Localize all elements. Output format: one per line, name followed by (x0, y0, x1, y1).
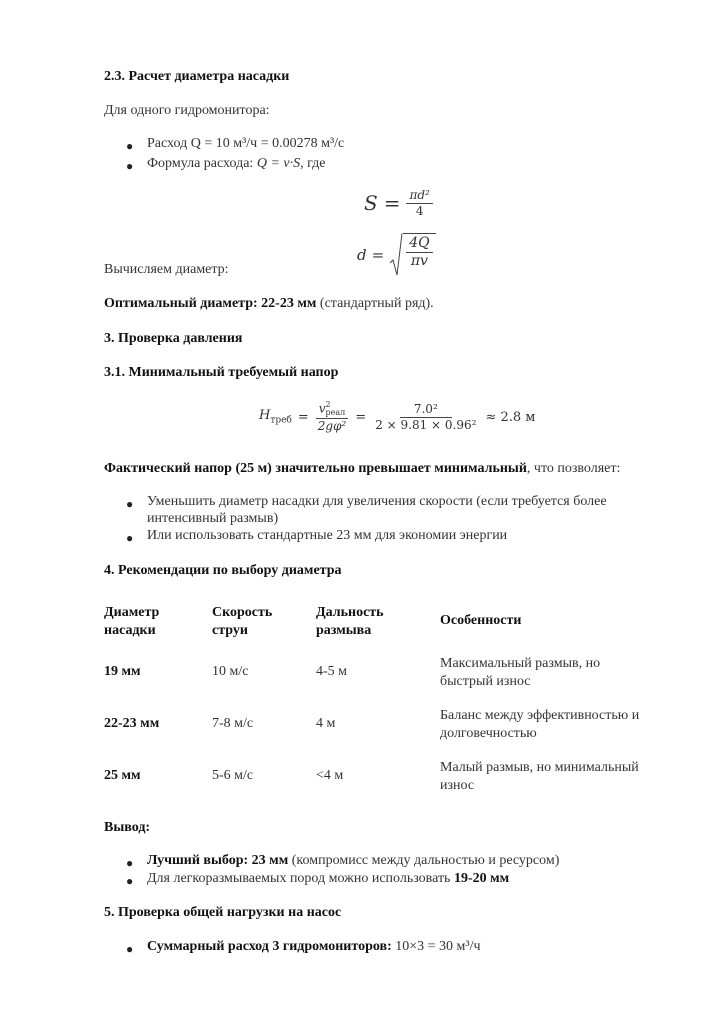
row1-speed: 10 м/с (212, 664, 249, 679)
bullet-dot: ● (126, 942, 134, 956)
row3-notes: Малый размыв, но минимальный износ (440, 760, 639, 793)
bullet-dot: ● (126, 856, 134, 870)
row2-range: 4 м (316, 716, 336, 731)
bullet-dot: ● (126, 159, 134, 173)
col-header-speed: Скорость струи (212, 605, 273, 638)
row2-notes: Баланс между эффективностью и долговечностью (440, 708, 640, 741)
actual-head-line: Фактический напор (25 м) значительно превышает минимальный, что позволяет: (104, 461, 621, 476)
section-heading-2-3: 2.3. Расчет диаметра насадки (104, 69, 290, 84)
bullet-dot: ● (126, 874, 134, 888)
section-heading-3-1: 3.1. Минимальный требуемый напор (104, 365, 339, 380)
sqrt-sign-icon (389, 233, 403, 277)
head-formula: $H_{треб}$ = v 2 реал 2gφ² = $\frac{\text{7.0²}}{\text{2 × 9.81 × 0.96²}}$ ≈ 2.8 м (259, 400, 536, 434)
flow-rate-bullet: Расход Q = 10 м³/ч = 0.00278 м³/с (147, 136, 345, 151)
bullet-dot: ● (126, 531, 134, 545)
bullet-dot: ● (126, 497, 134, 511)
row1-range: 4-5 м (316, 664, 348, 679)
soft-rock-bullet: Для легкоразмываемых пород можно использовать 19-20 мм (147, 871, 510, 886)
diameter-formula: d = $\frac{4Q}{\pi v}$ (357, 233, 436, 277)
total-flow-bullet: Суммарный расход 3 гидромониторов: 10×3 = 30 м³/ч (147, 939, 481, 954)
section-heading-4: 4. Рекомендации по выбору диаметра (104, 563, 342, 578)
row3-speed: 5-6 м/с (212, 768, 254, 783)
standard-diameter-bullet: Или использовать стандартные 23 мм для экономии энергии (147, 528, 508, 543)
row2-speed: 7-8 м/с (212, 716, 254, 731)
section-heading-3: 3. Проверка давления (104, 331, 243, 346)
row2-diameter: 22-23 мм (104, 716, 160, 731)
conclusion-heading: Вывод: (104, 820, 151, 835)
area-formula: S = $\frac{\text{πd²}}{4}$ (364, 186, 433, 220)
flow-formula-bullet: Формула расхода: Q = v·S, где (147, 156, 326, 171)
row3-diameter: 25 мм (104, 768, 141, 783)
col-header-notes: Особенности (440, 613, 522, 628)
col-header-range: Дальность размыва (316, 605, 384, 638)
bullet-dot: ● (126, 139, 134, 153)
row3-range: <4 м (316, 768, 344, 783)
compute-diameter-label: Вычисляем диаметр: (104, 262, 229, 277)
reduce-diameter-bullet-cont: интенсивный размыв) (147, 511, 279, 526)
intro-text: Для одного гидромонитора: (104, 103, 270, 118)
section-heading-5: 5. Проверка общей нагрузки на насос (104, 905, 342, 920)
row1-notes: Максимальный размыв, но быстрый износ (440, 656, 601, 689)
optimal-diameter-line: Оптимальный диаметр: 22-23 мм (стандартный ряд). (104, 296, 434, 311)
reduce-diameter-bullet: Уменьшить диаметр насадки для увеличения скорости (если требуется более (147, 494, 607, 509)
best-choice-bullet: Лучший выбор: 23 мм (компромисс между дальностью и ресурсом) (147, 853, 560, 868)
row1-diameter: 19 мм (104, 664, 141, 679)
col-header-diameter: Диаметр насадки (104, 605, 160, 638)
